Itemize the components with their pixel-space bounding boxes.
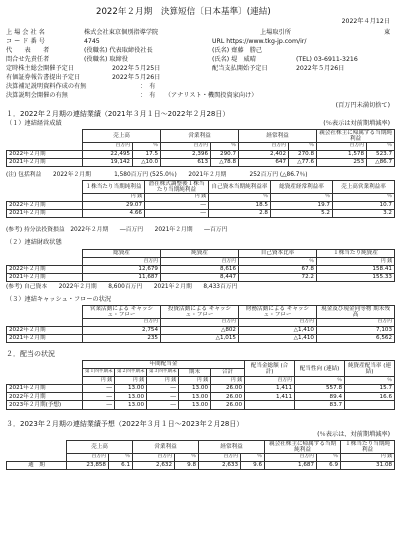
supplementary-label: 決算補足説明資料作成の有無 [6, 83, 87, 90]
section3-note: (％表示は、対前期増減率) [317, 431, 390, 438]
value-cell: 13.00 [115, 401, 147, 409]
value-cell: ― [83, 393, 115, 401]
equity-method-note: (参考) 持分法投資損益 2022年２月期 ―百万円 2021年２月期 ―百万円 [6, 227, 228, 233]
exchange-label: 上場取引所 [260, 29, 291, 36]
unit-cell: ％ [211, 143, 239, 151]
unit-cell: 百万円 [317, 143, 367, 151]
table-corner [7, 143, 83, 151]
unit-cell: 百万円 [317, 319, 395, 327]
value-cell: 6.1 [109, 461, 133, 469]
company-label: 上 場 会 社 名 [6, 29, 45, 36]
table-row [7, 274, 395, 282]
unit-cell: ％ [295, 377, 345, 385]
table-corner [7, 258, 83, 266]
value-cell: △10.0 [133, 158, 161, 166]
row-label: 2022年２月期 [7, 265, 83, 273]
unit-cell: 円 銭 [341, 454, 395, 462]
unit-cell: ％ [209, 194, 271, 202]
header-year-end: 期末 [179, 369, 211, 377]
contact-title: (役職名) 取締役 [84, 56, 128, 63]
value-cell [345, 401, 395, 409]
value-cell: 23,858 [67, 461, 109, 469]
table-corner [7, 250, 83, 258]
unit-cell: 円 銭 [179, 377, 211, 385]
unit-cell: ％ [175, 454, 199, 462]
section1-subtitle: （１）連結経営成績 [6, 120, 62, 127]
comprehensive-income-note: (注) 包括利益 2022年２月期 1,580百万円 (525.0％) 2021年２月期 252百万円 (△86.7％) [6, 172, 308, 178]
value-cell: 13.00 [179, 401, 211, 409]
header-operating-income: 営業利益 [161, 130, 239, 143]
header-financing-cf: 財務活動による キャッシュ・フロー [239, 306, 317, 319]
code-value: 4745 [84, 38, 100, 45]
table-row [7, 158, 395, 166]
unit-cell: ％ [333, 194, 395, 202]
value-cell: △1,410 [239, 334, 317, 342]
row-label: 2021年２月期 [7, 209, 83, 217]
unit-cell: ％ [271, 194, 333, 202]
table-corner [7, 361, 83, 369]
header-operating-margin: 売上高営業利益率 [333, 181, 395, 194]
table-corner [7, 130, 83, 143]
value-cell: ― [83, 385, 115, 393]
value-cell: 13.00 [115, 385, 147, 393]
header-forecast-net-income: 親会社株主に帰属する当期純利益 [265, 441, 341, 454]
unit-cell: 百万円 [83, 319, 161, 327]
row-label: 通 期 [7, 461, 67, 469]
value-cell: 1,411 [245, 385, 295, 393]
row-label: 2021年２月期 [7, 334, 83, 342]
section1-note: (％表示は対前期増減率) [323, 120, 390, 127]
row-label: 2022年２月期 [7, 150, 83, 158]
exchange-value: 東 [384, 29, 391, 36]
value-cell: 89.4 [295, 393, 345, 401]
forecast-table [6, 440, 395, 470]
representative-title: (役職名) 代表取締役社長 [84, 47, 153, 54]
unit-cell: ％ [239, 258, 317, 266]
value-cell: 2,754 [83, 326, 161, 334]
table-row [7, 385, 395, 393]
row-label: 2022年２月期 [7, 201, 83, 209]
value-cell: 19,142 [83, 158, 133, 166]
value-cell: 6,562 [317, 334, 395, 342]
table-row [7, 201, 395, 209]
header-total: 合計 [211, 369, 245, 377]
value-cell: 83.7 [295, 401, 345, 409]
representative-label: 代 表 者 [6, 47, 50, 54]
value-cell: 155.33 [317, 274, 395, 282]
unit-cell: 百万円 [265, 454, 317, 462]
value-cell: 290.7 [211, 150, 239, 158]
contact-label: 問合せ先責任者 [6, 56, 50, 63]
row-label: 2021年２月期 [7, 385, 83, 393]
table-corner [7, 454, 67, 462]
value-cell: 12,679 [83, 265, 161, 273]
value-cell: 2,396 [161, 150, 211, 158]
operating-results-table [6, 129, 395, 167]
value-cell: 16.6 [345, 393, 395, 401]
value-cell: 557.8 [295, 385, 345, 393]
unit-cell: ％ [241, 454, 265, 462]
value-cell: 18.5 [209, 201, 271, 209]
unit-cell: 百万円 [83, 258, 161, 266]
value-cell: ― [145, 209, 209, 217]
value-cell: △78.8 [211, 158, 239, 166]
value-cell: 2,402 [239, 150, 289, 158]
table-row [7, 150, 395, 158]
report-date: 2022年４月12日 [341, 18, 390, 25]
row-label: 2022年２月期 [7, 393, 83, 401]
value-cell: 7,103 [317, 326, 395, 334]
report-filing-date: 2022年５月26日 [112, 74, 161, 81]
table-corner [7, 194, 83, 202]
company-url[interactable]: URL https://www.tkg-jp.com/ir/ [212, 38, 307, 45]
rounding-note: (百万円未満切捨て) [335, 102, 390, 109]
header-forecast-sales: 売上高 [67, 441, 133, 454]
table-row [7, 401, 395, 409]
unit-cell: 百万円 [239, 319, 317, 327]
value-cell: 9.6 [241, 461, 265, 469]
dividend-start-label: 配当支払開始予定日 [212, 65, 268, 72]
table-row [7, 265, 395, 273]
value-cell: 22,495 [83, 150, 133, 158]
value-cell: 523.7 [367, 150, 395, 158]
report-filing-label: 有価証券報告書提出予定日 [6, 74, 81, 81]
value-cell: 6.9 [317, 461, 341, 469]
section1-2-subtitle: （２）連結財政状態 [6, 239, 62, 246]
code-label: コ ー ド 番 号 [6, 38, 45, 45]
briefing-value: ： 有 （アナリスト・機関投資家向け） [140, 92, 258, 99]
representative-name: (氏名) 齋藤 勝己 [212, 47, 263, 54]
row-label: 2022年２月期 [7, 326, 83, 334]
header-forecast-ordinary-income: 経常利益 [199, 441, 265, 454]
unit-cell: 百万円 [161, 258, 239, 266]
cash-flow-table [6, 305, 395, 343]
value-cell [245, 401, 295, 409]
value-cell: △86.7 [367, 158, 395, 166]
unit-cell: 百万円 [161, 319, 239, 327]
header-operating-cf: 営業活動による キャッシュ・フロー [83, 306, 161, 319]
agm-date: 2022年５月25日 [112, 65, 161, 72]
unit-cell: 百万円 [239, 143, 289, 151]
header-doe: 純資産配当率 (連結) [345, 361, 395, 377]
value-cell: △802 [161, 326, 239, 334]
agm-label: 定時株主総会開催予定日 [6, 65, 75, 72]
value-cell: 270.8 [289, 150, 317, 158]
value-cell: △1,015 [161, 334, 239, 342]
unit-cell: ％ [345, 377, 395, 385]
table-row [7, 461, 395, 469]
value-cell: ― [147, 385, 179, 393]
value-cell: 10.7 [333, 201, 395, 209]
value-cell: 1,687 [265, 461, 317, 469]
unit-cell: 百万円 [199, 454, 241, 462]
header-annual-dividend: 年間配当金 [83, 361, 245, 369]
value-cell: 1,411 [245, 393, 295, 401]
table-corner [7, 377, 83, 385]
header-forecast-eps: １株当たり当期純利益 [341, 441, 395, 454]
header-equity-ratio: 自己資本比率 [239, 250, 317, 258]
value-cell: 2,633 [199, 461, 241, 469]
unit-cell: 円 銭 [83, 377, 115, 385]
value-cell: 11,687 [83, 274, 161, 282]
value-cell: 13.00 [115, 393, 147, 401]
value-cell: ― [147, 393, 179, 401]
value-cell: 613 [161, 158, 211, 166]
unit-cell: 百万円 [245, 377, 295, 385]
table-corner [7, 441, 67, 454]
value-cell: 26.00 [211, 385, 245, 393]
header-forecast-operating-income: 営業利益 [133, 441, 199, 454]
unit-cell: 円 銭 [145, 194, 209, 202]
value-cell: 29.07 [83, 201, 145, 209]
value-cell: 19.7 [271, 201, 333, 209]
header-ordinary-income: 経常利益 [239, 130, 317, 143]
supplementary-value: ： 有 [140, 83, 156, 90]
unit-cell: 百万円 [161, 143, 211, 151]
value-cell: ― [147, 401, 179, 409]
header-investing-cf: 投資活動による キャッシュ・フロー [161, 306, 239, 319]
unit-cell: 円 銭 [211, 377, 245, 385]
value-cell: 158.41 [317, 265, 395, 273]
value-cell: 3.2 [333, 209, 395, 217]
value-cell: 253 [317, 158, 367, 166]
header-total-assets: 総資産 [83, 250, 161, 258]
header-net-income: 親会社株主に帰属する当期純利益 [317, 130, 395, 143]
value-cell: 72.2 [239, 274, 317, 282]
equity-capital-note: (参考) 自己資本 2022年２月期 8,600百万円 2021年２月期 8,433百万円 [6, 284, 238, 290]
briefing-label: 決算説明会開催の有無 [6, 92, 68, 99]
header-roe: 自己資本当期純利益率 [209, 181, 271, 194]
section1-3-subtitle: （３）連結キャッシュ・フローの状況 [6, 296, 112, 303]
value-cell: 1,578 [317, 150, 367, 158]
value-cell: 4.66 [83, 209, 145, 217]
value-cell: △77.6 [289, 158, 317, 166]
value-cell: 235 [83, 334, 161, 342]
header-sales: 売上高 [83, 130, 161, 143]
header-cash-balance: 現金及び現金同等物 期末残高 [317, 306, 395, 319]
header-eps: １株当たり当期純利益 [83, 181, 145, 194]
value-cell: 17.5 [133, 150, 161, 158]
value-cell: △1,410 [239, 326, 317, 334]
report-title: 2022年２月期 決算短信〔日本基準〕(連結) [96, 7, 271, 17]
row-label: 2023年２月期(予想) [7, 401, 83, 409]
unit-cell: 百万円 [133, 454, 175, 462]
value-cell: 31.08 [341, 461, 395, 469]
value-cell: 8,616 [161, 265, 239, 273]
value-cell: ― [145, 201, 209, 209]
table-corner [7, 306, 83, 319]
header-diluted-eps: 潜在株式調整後１株当たり当期純利益 [145, 181, 209, 194]
dividend-table [6, 360, 395, 410]
header-q3: 第３四半期末 [147, 369, 179, 377]
financial-position-table [6, 249, 395, 282]
per-share-table [6, 180, 395, 218]
header-net-assets: 純資産 [161, 250, 239, 258]
unit-cell: ％ [317, 454, 341, 462]
value-cell: 26.00 [211, 401, 245, 409]
company-name: 株式会社東京個別指導学院 [84, 29, 159, 36]
row-label: 2021年２月期 [7, 158, 83, 166]
table-row [7, 209, 395, 217]
header-roa: 総資産経常利益率 [271, 181, 333, 194]
table-row [7, 393, 395, 401]
section2-title: ２．配当の状況 [6, 350, 55, 358]
value-cell: 5.2 [271, 209, 333, 217]
value-cell: 13.00 [179, 393, 211, 401]
unit-cell: 百万円 [67, 454, 109, 462]
table-corner [7, 181, 83, 194]
section1-title: １．2022年２月期の連結業績（2021年３月１日～2022年２月28日） [6, 110, 230, 118]
value-cell: 2,632 [133, 461, 175, 469]
value-cell: 9.8 [175, 461, 199, 469]
header-q2: 第２四半期末 [115, 369, 147, 377]
value-cell: 15.7 [345, 385, 395, 393]
header-dividend-total: 配当金総額 (合計) [245, 361, 295, 377]
value-cell: 13.00 [179, 385, 211, 393]
value-cell: 647 [239, 158, 289, 166]
row-label: 2021年２月期 [7, 274, 83, 282]
value-cell: ― [83, 401, 115, 409]
value-cell: 2.8 [209, 209, 271, 217]
unit-cell: 円 銭 [147, 377, 179, 385]
table-row [7, 326, 395, 334]
unit-cell: ％ [109, 454, 133, 462]
value-cell: 26.00 [211, 393, 245, 401]
section3-title: ３．2023年２月期の連結業績予想（2022年３月１日～2023年２月28日） [6, 420, 244, 428]
header-payout-ratio: 配当性向 (連結) [295, 361, 345, 377]
table-row [7, 334, 395, 342]
table-corner [7, 319, 83, 327]
unit-cell: 円 銭 [317, 258, 395, 266]
unit-cell: ％ [133, 143, 161, 151]
dividend-start-date: 2022年５月26日 [296, 65, 345, 72]
unit-cell: 百万円 [83, 143, 133, 151]
table-corner [7, 369, 83, 377]
value-cell: 8,447 [161, 274, 239, 282]
header-bps: １株当たり純資産 [317, 250, 395, 258]
unit-cell: 円 銭 [83, 194, 145, 202]
contact-name: (氏名) 堤 威晴 [212, 56, 256, 63]
value-cell: 67.8 [239, 265, 317, 273]
unit-cell: ％ [367, 143, 395, 151]
unit-cell: ％ [289, 143, 317, 151]
contact-tel: (TEL) 03-6911-3216 [296, 56, 358, 63]
header-q1: 第１四半期末 [83, 369, 115, 377]
unit-cell: 円 銭 [115, 377, 147, 385]
